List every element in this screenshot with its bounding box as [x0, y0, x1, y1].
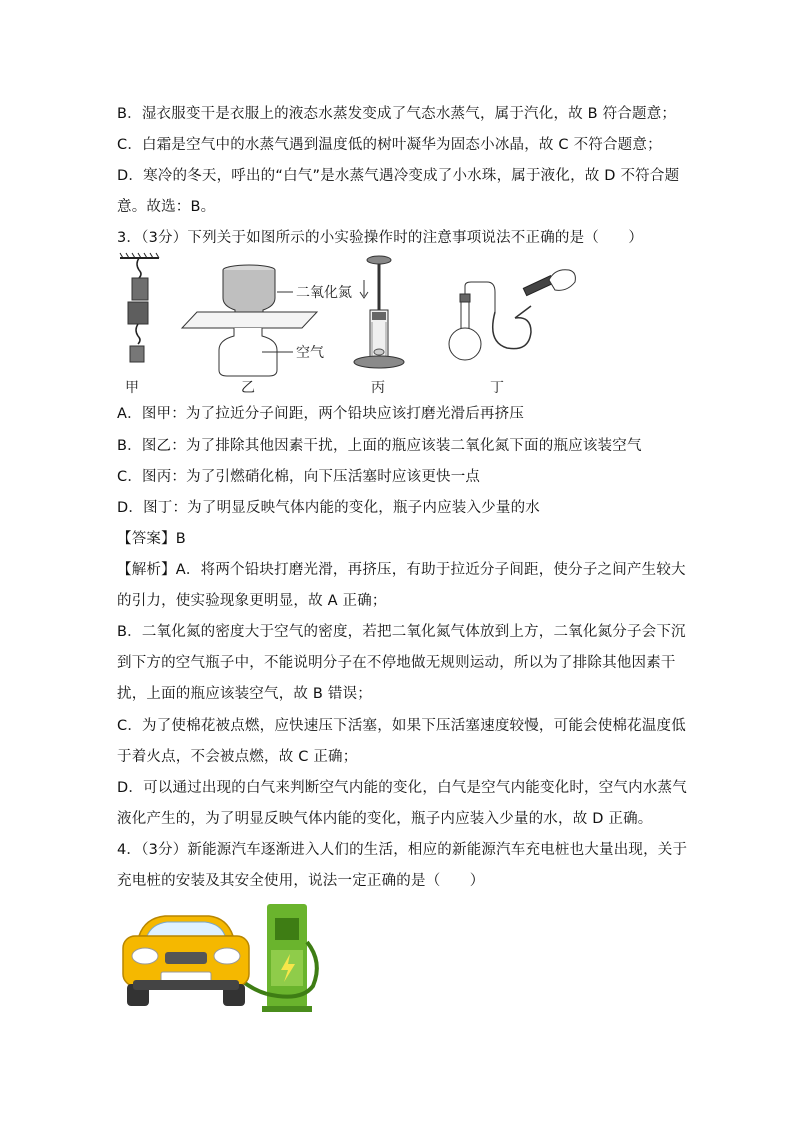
analysis-line: 于着火点，不会被点燃，故 C 正确；: [117, 749, 358, 765]
ev-charging-figure: [117, 902, 327, 1014]
analysis-line: B．二氧化氮的密度大于空气的密度，若把二氧化氮气体放到上方，二氧化氮分子会下沉: [117, 624, 686, 640]
caption-jia: 甲: [125, 380, 139, 396]
analysis-line: 液化产生的，为了明显反映气体内能的变化，瓶子内应装入少量的水，故 D 正确。: [117, 811, 653, 827]
figure-bing-fire-syringe: [354, 256, 404, 368]
charger-pile-icon: [241, 904, 317, 1012]
figure-ding-flask-pump: [449, 270, 575, 360]
label-no2: 二氧化氮: [296, 285, 352, 301]
question-4-stem: 4．（3分）新能源汽车逐渐进入人们的生活，相应的新能源汽车充电桩也大量出现，关于: [117, 842, 688, 858]
analysis-line: D．可以通过出现的白气来判断空气内能的变化，白气是空气内能变化时，空气内水蒸气: [117, 780, 687, 796]
option-b: B．图乙：为了排除其他因素干扰，上面的瓶应该装二氧化氮下面的瓶应该装空气: [117, 438, 642, 454]
text-line: B．湿衣服变干是衣服上的液态水蒸发变成了气态水蒸气，属于汽化，故 B 符合题意；: [117, 106, 677, 122]
option-d: D．图丁：为了明显反映气体内能的变化，瓶子内应装入少量的水: [117, 500, 540, 516]
figure-yi-gas-bottles: [182, 265, 352, 376]
experiment-figure: [117, 252, 587, 400]
label-air: 空气: [296, 345, 324, 361]
answer: 【答案】B: [117, 531, 186, 547]
caption-ding: 丁: [490, 380, 504, 396]
option-a: A．图甲：为了拉近分子间距，两个铅块应该打磨光滑后再挤压: [117, 406, 525, 422]
analysis-line: C．为了使棉花被点燃，应快速压下活塞，如果下压活塞速度较慢，可能会使棉花温度低: [117, 718, 686, 734]
text-line: D．寒冷的冬天，呼出的“白气”是水蒸气遇冷变成了小水珠，属于液化，故 D 不符合题: [117, 168, 680, 184]
analysis-line: 扰，上面的瓶应该装空气，故 B 错误；: [117, 686, 372, 702]
analysis-line: 到下方的空气瓶子中，不能说明分子在不停地做无规则运动，所以为了排除其他因素干: [117, 655, 676, 671]
analysis-line: 的引力，使实验现象更明显，故 A 正确；: [117, 593, 387, 609]
analysis-line: 【解析】A．将两个铅块打磨光滑，再挤压，有助于拉近分子间距，使分子之间产生较大: [117, 562, 686, 578]
figure-jia-lead-blocks: [120, 253, 159, 362]
caption-bing: 丙: [371, 380, 385, 396]
question-3-stem: 3．（3分）下列关于如图所示的小实验操作时的注意事项说法不正确的是（ ）: [117, 230, 644, 246]
caption-yi: 乙: [241, 380, 255, 396]
text-line: C．白霜是空气中的水蒸气遇到温度低的树叶凝华为固态小冰晶，故 C 不符合题意；: [117, 137, 662, 153]
question-4-stem-cont: 充电桩的安装及其安全使用，说法一定正确的是（ ）: [117, 873, 485, 889]
electric-car-icon: [123, 916, 249, 1006]
text-line: 意。故选：B。: [117, 199, 216, 215]
option-c: C．图丙：为了引燃硝化棉，向下压活塞时应该更快一点: [117, 469, 481, 485]
